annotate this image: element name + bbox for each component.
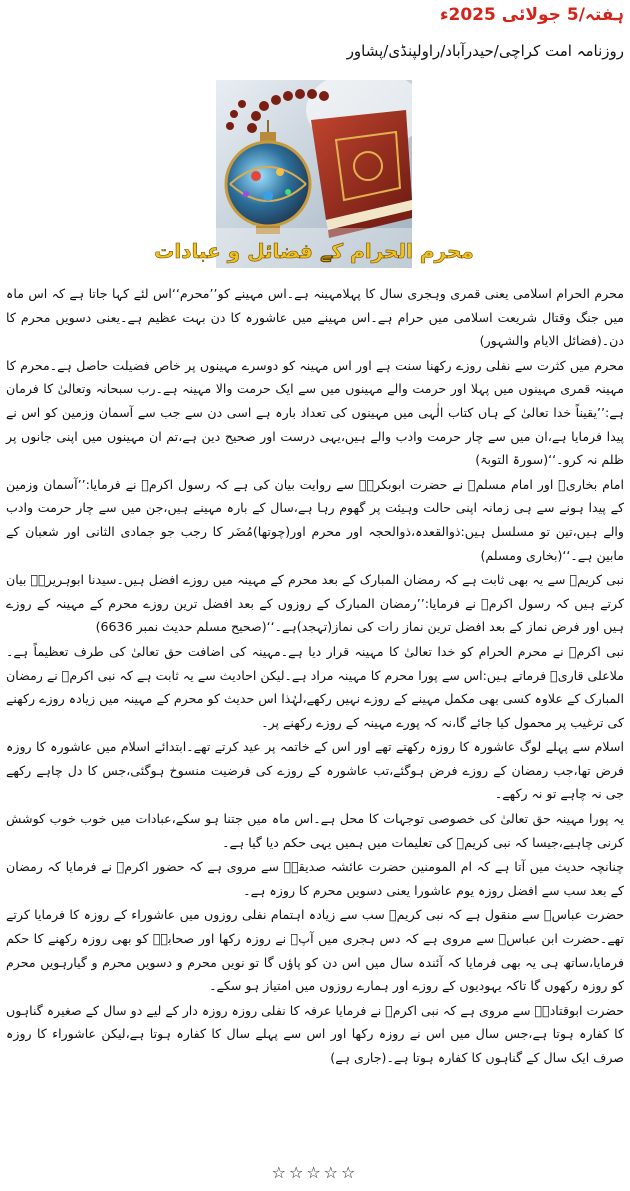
- article-paragraph: محرم الحرام اسلامی یعنی قمری وہجری سال کا پہلامہینہ ہے۔اس مہینے کو’’محرم‘‘اس لئے کہا جاتا ہے کہ اس ماہ میں جنگ وقتال شریعت اسلامی میں حرام ہے۔اس مہینے میں عاشورہ کا دن بہت عظیم ہے۔یعنی دسویں محرم کا دن۔(فضائل الایام والشہور): [6, 286, 624, 349]
- article-paragraph: حضرت عباسؓ سے منقول ہے کہ نبی کریمؐ سب سے زیادہ اہتمام نفلی روزوں میں عاشوراء کے روزہ کا فرمایا کرتے تھے۔حضرت ابن عباسؓ سے مروی ہے کہ دس ہجری میں آپؐ نے روزہ رکھا اور صحابہؓ کو بھی روزہ رکھنے کا حکم فرمایا،ساتھ ہی یہ بھی فرمایا کہ آئندہ سال میں اس دن کو پاؤں گا تو نویں محرم و دسویں محرم و گیارہویں محرم کو روزہ رکھوں گا تاکہ یہودیوں کے روزے اور ہمارے روزوں میں امتیاز ہو سکے۔: [6, 907, 624, 994]
- article-photo: [154, 80, 474, 268]
- quran-rosary-illustration: [154, 80, 474, 268]
- book-icon: [311, 110, 412, 238]
- article-paragraph: امام بخاریؒ اور امام مسلمؒ نے حضرت ابوبکرہؓ سے روایت بیان کی ہے کہ رسول اکرمؐ نے فرمایا:’’آسمان وزمین کے پیدا ہونے سے ہی زمانہ اپنی حالت وہیئت پر گھوم رہا ہے،سال کے بارہ مہینے ہیں،جن میں سے چار حرمت وادب والے ہیں،تین تو مسلسل ہیں:ذوالقعدہ،ذوالحجہ اور محرم اور(چوتھا)مُضَر کا رجب جو جمادی الثانی اور شعبان کے مابین ہے۔‘‘(بخاری ومسلم): [6, 476, 624, 563]
- article-paragraph: چنانچہ حدیث میں آتا ہے کہ ام المومنین حضرت عائشہ صدیقہؓ سے مروی ہے کہ حضور اکرمؐ نے فرمایا کہ رمضان کے بعد سب سے افضل روزہ یوم عاشورا یعنی دسویں محرم کا روزہ ہے۔: [6, 859, 624, 898]
- article-paragraph: یہ پورا مہینہ حق تعالیٰ کی خصوصی توجہات کا محل ہے۔اس ماہ میں جتنا ہو سکے،عبادات میں خوب خوب کوشش کرنی چاہیے،جیسا کہ نبی کریمؐ کی تعلیمات میں ہمیں یہی حکم دیا گیا ہے۔: [6, 811, 624, 850]
- end-ornament: ☆☆☆☆☆: [271, 1163, 359, 1182]
- article-paragraph: نبی کریمؐ سے یہ بھی ثابت ہے کہ رمضان المبارک کے بعد محرم کے مہینہ میں روزے افضل ہیں۔سیدنا ابوہریرہؓ بیان کرتے ہیں کہ رسول اکرمؐ نے فرمایا:’’رمضان المبارک کے روزوں کے بعد افضل ترین روزے محرم کے مہینہ کے روزے ہیں اور فرض نماز کے بعد افضل ترین نماز رات کی نماز(تہجد)ہے۔‘‘(صحیح مسلم حدیث نمبر 6636): [6, 572, 624, 635]
- article-paragraph: نبی اکرمؐ نے محرم الحرام کو خدا تعالیٰ کا مہینہ قرار دیا ہے۔مہینہ کی اضافت حق تعالیٰ کی طرف تعظیماً ہے۔ملاعلی قاریؒ فرماتے ہیں:اس سے پورا محرم کا مہینہ مراد ہے۔لیکن احادیث سے یہ ثابت ہے کہ نبی اکرمؐ نے رمضان المبارک کے علاوہ کسی بھی مکمل مہینے کے روزے نہیں رکھے،لہٰذا اس حدیث کو محرم کے مہینہ میں زیادہ روزے رکھنے کی ترغیب پر محمول کیا جائے گا،نہ کہ پورے مہینہ کے روزے رکھنے پر۔: [6, 643, 624, 730]
- article-body: [6, 282, 624, 1071]
- image-title: محرم الحرام کے فضائل و عبادات: [154, 239, 474, 263]
- article-paragraph: محرم میں کثرت سے نفلی روزے رکھنا سنت ہے اور اس مہینہ کو دوسرے مہینوں پر خاص فضیلت حاصل ہے۔محرم کا مہینہ قمری مہینوں میں پہلا اور حرمت والے مہینوں میں سے ایک حرمت والا مہینہ ہے۔رب سبحانہ وتعالیٰ کا فرمان ہے:’’یقیناً خدا تعالیٰ کے ہاں کتاب الٰہی میں مہینوں کی تعداد بارہ ہے اسی دن سے جب سے آسمان وزمین کو اس نے پیدا فرمایا ہے،ان میں سے چار حرمت وادب والے ہیں،یہی درست اور صحیح دین ہے،تم ان مہینوں میں اپنی جانوں پر ظلم نہ کرو۔‘‘(سورۃ التوبۃ): [6, 357, 624, 468]
- article-paragraph: حضرت ابوقتادہؓ سے مروی ہے کہ نبی اکرمؐ نے فرمایا عرفہ کا نفلی روزہ روزہ دار کے لیے دو سال کے صغیرہ گناہوں کا کفارہ ہوتا ہے،جس سال میں اس نے روزہ رکھا اور اس سے پہلے سال کا کفارہ ہوتا ہے،لیکن عاشوراء کا روزہ صرف ایک سال کے گناہوں کا کفارہ ہوتا ہے۔(جاری ہے): [6, 1002, 624, 1065]
- article-paragraph: اسلام سے پہلے لوگ عاشورہ کا روزہ رکھتے تھے اور اس کے خاتمہ پر عید کرتے تھے۔ابتدائے اسلام میں عاشورہ کا روزہ فرض تھا،جب رمضان کے روزے فرض ہوگئے،تب عاشورہ کے روزے کی فرضیت منسوخ ہوگئی،جس کا دل چاہے رکھے جی نہ چاہے تو نہ رکھے۔: [6, 739, 624, 802]
- source-line: روزنامہ امت کراچی/حیدرآباد/راولپنڈی/پشاور: [346, 42, 624, 60]
- page-date: ہفتہ/5 جولائی 2025ء: [439, 5, 624, 25]
